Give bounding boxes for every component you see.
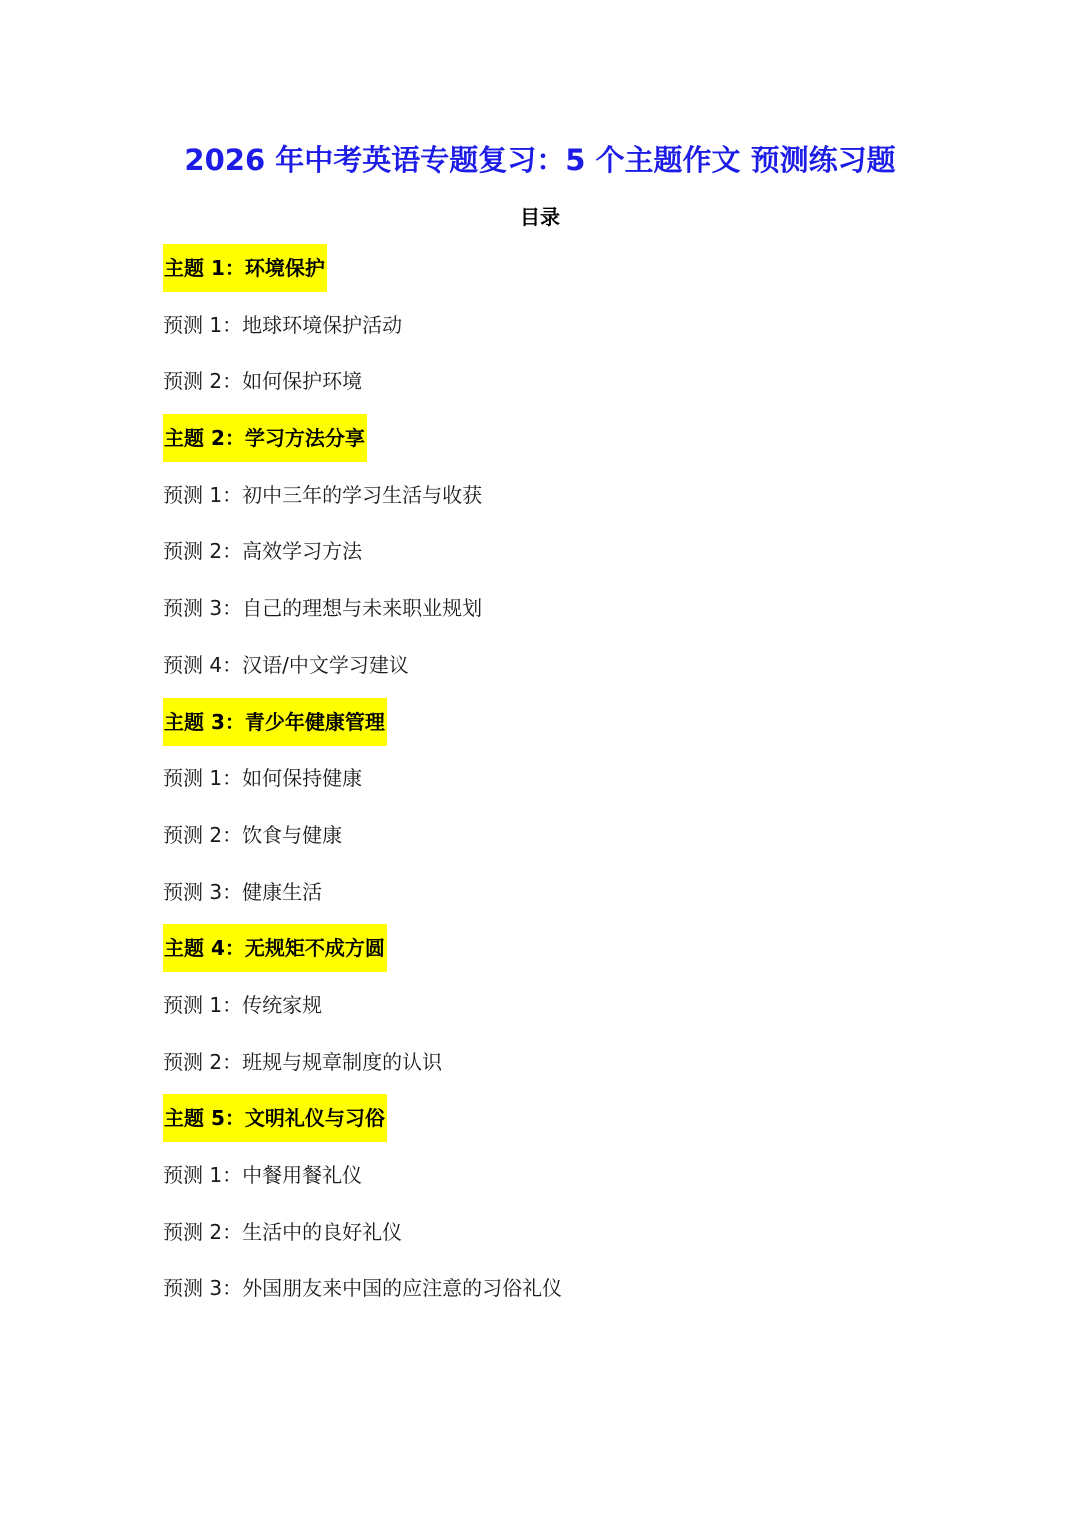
toc-item-label: 预测 3：健康生活 xyxy=(163,879,323,904)
theme-heading: 主题 3：青少年健康管理 xyxy=(163,698,387,746)
theme-heading: 主题 5：文明礼仪与习俗 xyxy=(163,1094,387,1142)
theme-heading: 主题 2：学习方法分享 xyxy=(163,414,367,462)
document-title: 2026 年中考英语专题复习：5 个主题作文 预测练习题 xyxy=(184,143,896,177)
toc-item xyxy=(163,1151,963,1208)
toc-item-label: 预测 1：如何保持健康 xyxy=(163,766,363,791)
toc-item-label: 预测 2：生活中的良好礼仪 xyxy=(163,1219,403,1244)
toc-item-label: 预测 3：自己的理想与未来职业规划 xyxy=(163,596,483,621)
toc-item-label: 预测 2：班规与规章制度的认识 xyxy=(163,1049,443,1074)
toc-heading: 目录 xyxy=(520,205,560,229)
toc-item xyxy=(163,471,963,528)
toc-theme-1 xyxy=(163,244,963,301)
toc-theme-2 xyxy=(163,414,963,471)
table-of-contents xyxy=(163,244,963,1321)
toc-item xyxy=(163,1038,963,1095)
toc-item xyxy=(163,1264,963,1321)
theme-heading: 主题 1：环境保护 xyxy=(163,244,327,292)
toc-item xyxy=(163,811,963,868)
toc-item-label: 预测 4：汉语/中文学习建议 xyxy=(163,652,409,677)
toc-item-label: 预测 2：饮食与健康 xyxy=(163,822,343,847)
toc-item-label: 预测 2：如何保护环境 xyxy=(163,369,363,394)
toc-theme-5 xyxy=(163,1094,963,1151)
toc-item-label: 预测 1：传统家规 xyxy=(163,992,323,1017)
toc-item-label: 预测 1：初中三年的学习生活与收获 xyxy=(163,482,483,507)
toc-item xyxy=(163,1208,963,1265)
toc-item xyxy=(163,981,963,1038)
toc-item xyxy=(163,641,963,698)
toc-item-label: 预测 3：外国朋友来中国的应注意的习俗礼仪 xyxy=(163,1276,563,1301)
toc-theme-4 xyxy=(163,924,963,981)
toc-item xyxy=(163,357,963,414)
toc-item xyxy=(163,868,963,925)
theme-heading: 主题 4：无规矩不成方圆 xyxy=(163,924,387,972)
toc-item xyxy=(163,754,963,811)
toc-theme-3 xyxy=(163,698,963,755)
toc-item-label: 预测 1：地球环境保护活动 xyxy=(163,312,403,337)
toc-item xyxy=(163,301,963,358)
toc-item xyxy=(163,584,963,641)
toc-item-label: 预测 2：高效学习方法 xyxy=(163,539,363,564)
toc-item-label: 预测 1：中餐用餐礼仪 xyxy=(163,1163,363,1187)
toc-item xyxy=(163,527,963,584)
